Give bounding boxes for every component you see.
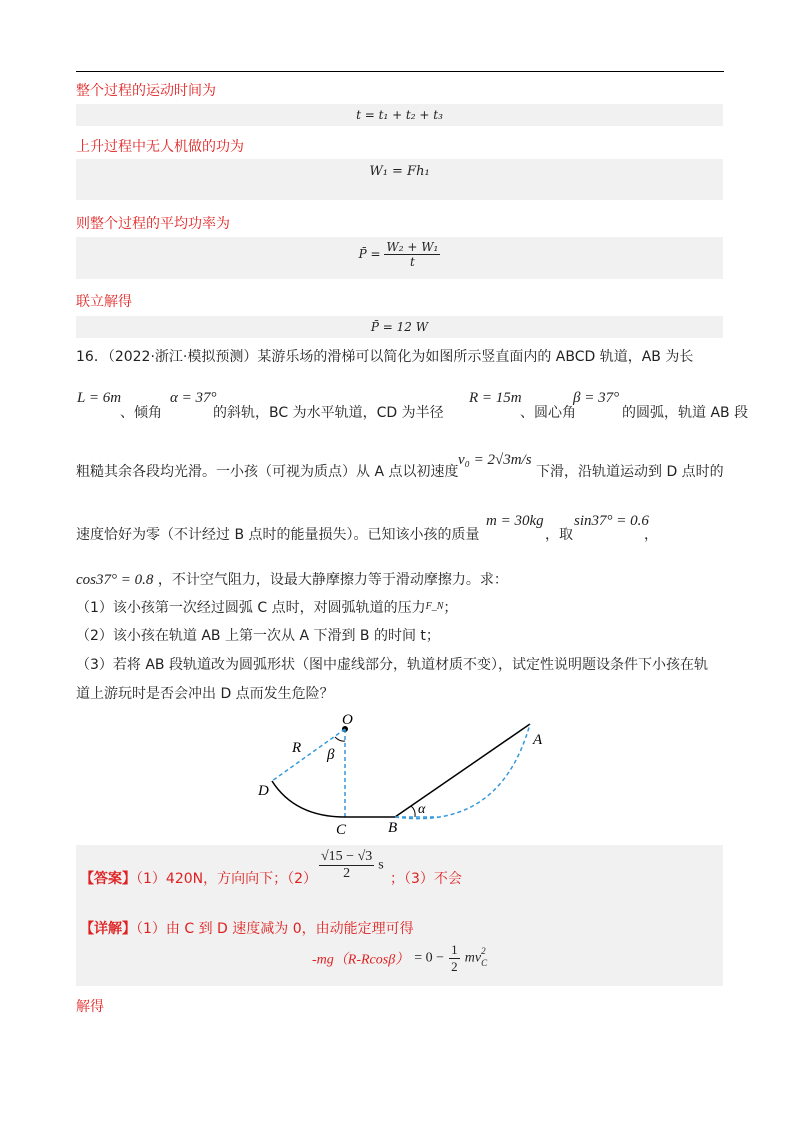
formula-power-fraction xyxy=(384,240,440,269)
text-incline: 、倾角 xyxy=(120,405,162,421)
formula-band-power xyxy=(76,237,723,279)
alpha-angle-arc xyxy=(411,806,415,817)
detail-equation-lhs: -mg（R-Rcosβ） xyxy=(312,952,410,968)
answer-part3: ；（3）不会 xyxy=(390,871,462,887)
text-bc-cd: 的斜轨，BC 为水平轨道，CD 为半径 xyxy=(213,405,444,421)
detail-equation-indices xyxy=(481,945,488,968)
formula-power-lhs: P̄ = xyxy=(358,247,381,261)
value-alpha: α = 37° xyxy=(170,390,217,406)
detail-line xyxy=(80,918,414,938)
final-solve-label: 解得 xyxy=(76,999,104,1015)
sub-question-3-line1: （3）若将 AB 段轨道改为圆弧形状（图中虚线部分，轨道材质不变），试定性说明题设条件下小孩在轨 xyxy=(76,657,708,673)
text-central-angle: 、圆心角 xyxy=(520,405,576,421)
text-speed-zero: 速度恰好为零（不计经过 B 点时的能量损失）。已知该小孩的质量 xyxy=(76,527,480,543)
answer-fraction-denominator: 2 xyxy=(343,866,351,881)
label-o: O xyxy=(342,712,353,728)
answer-unit: s xyxy=(378,857,384,873)
formula-total-time: t = t₁ + t₂ + t₃ xyxy=(356,108,443,122)
detail-equation-sup: 2 xyxy=(481,945,486,956)
label-a: A xyxy=(533,732,543,748)
detail-fraction-denominator: 2 xyxy=(451,959,458,974)
step-label-total-time: 整个过程的运动时间为 xyxy=(76,83,216,99)
answer-fraction-numerator: √15 − √3 xyxy=(321,849,373,864)
value-v0: v₀ = 2√3m/s xyxy=(458,452,532,468)
answer-part1: （1）420N，方向向下；（2） xyxy=(136,871,318,887)
header-rule xyxy=(76,71,724,72)
label-beta: β xyxy=(327,747,335,763)
value-cos37: cos37° = 0.8 xyxy=(76,572,154,588)
detail-fraction-numerator: 1 xyxy=(451,942,458,957)
formula-band-time xyxy=(76,104,723,126)
answer-fraction xyxy=(319,849,384,882)
question-16-line5 xyxy=(76,569,508,589)
value-mass: m = 30kg xyxy=(486,513,544,529)
text-no-air: ，不计空气阻力，设最大静摩擦力等于滑动摩擦力。求： xyxy=(157,572,508,588)
label-r: R xyxy=(292,740,302,756)
formula-power-numerator: W₂ + W₁ xyxy=(386,240,439,254)
sub-question-1 xyxy=(76,597,457,617)
text-arc-ab: 的圆弧，轨道 AB 段 xyxy=(622,405,749,421)
text-take: ，取 xyxy=(545,527,573,543)
text-slide: 下滑，沿轨道运动到 D 点时的 xyxy=(536,464,724,480)
answer-fraction-body xyxy=(319,849,374,882)
answer-tag: 【答案】 xyxy=(80,871,136,887)
text-comma: ， xyxy=(644,527,658,543)
formula-power-denominator: t xyxy=(409,255,415,269)
step-label-solve: 联立解得 xyxy=(76,294,132,310)
track-diagram xyxy=(240,706,560,842)
step-label-work: 上升过程中无人机做的功为 xyxy=(76,139,244,155)
label-c: C xyxy=(336,822,347,838)
formula-work: W₁ = Fh₁ xyxy=(369,164,430,179)
track-arc-cd xyxy=(272,781,345,817)
detail-tag: 【详解】 xyxy=(80,921,136,937)
step-label-avg-power: 则整个过程的平均功率为 xyxy=(76,216,230,232)
answer-line xyxy=(80,868,317,888)
detail-equation xyxy=(312,942,487,975)
formula-band-result xyxy=(76,316,723,338)
answer-band xyxy=(76,845,723,902)
label-d: D xyxy=(258,783,269,799)
formula-avg-power xyxy=(76,240,723,269)
question-16-line1: 16．（2022·浙江·模拟预测）某游乐场的滑梯可以简化为如图所示竖直面内的 ABCD 轨道，AB 为长 xyxy=(76,349,694,365)
track-ab xyxy=(395,724,530,817)
detail-equation-sub: C xyxy=(481,957,488,968)
sub-question-1-end: ； xyxy=(443,600,458,616)
detail-band xyxy=(76,902,723,986)
beta-angle-arc xyxy=(335,737,345,741)
text-rough: 粗糙其余各段均光滑。一小孩（可视为质点）从 A 点以初速度 xyxy=(76,464,459,480)
detail-equation-mid: = 0 − xyxy=(414,950,445,966)
sub-question-1-symbol: F_N xyxy=(425,601,444,612)
value-length: L = 6m xyxy=(77,390,122,406)
sub-question-2: （2）该小孩在轨道 AB 上第一次从 A 下滑到 B 的时间 t； xyxy=(76,628,440,644)
sub-question-3-line2: 道上游玩时是否会冲出 D 点而发生危险？ xyxy=(76,686,334,702)
value-sin37: sin37° = 0.6 xyxy=(574,513,649,529)
value-beta: β = 37° xyxy=(573,390,620,406)
question-16-line4 xyxy=(76,513,658,544)
question-16-line3 xyxy=(76,452,724,481)
value-radius: R = 15m xyxy=(469,390,522,406)
formula-band-work xyxy=(76,159,723,200)
sub-question-1-text: （1）该小孩第一次经过圆弧 C 点时，对圆弧轨道的压力 xyxy=(76,600,426,616)
detail-text: （1）由 C 到 D 速度减为 0，由动能定理可得 xyxy=(136,921,414,937)
label-alpha: α xyxy=(418,802,426,817)
label-b: B xyxy=(388,820,398,836)
formula-result-power: P̄ = 12 W xyxy=(370,320,429,334)
detail-equation-fraction xyxy=(449,942,460,975)
detail-equation-tail: mv xyxy=(464,950,482,966)
